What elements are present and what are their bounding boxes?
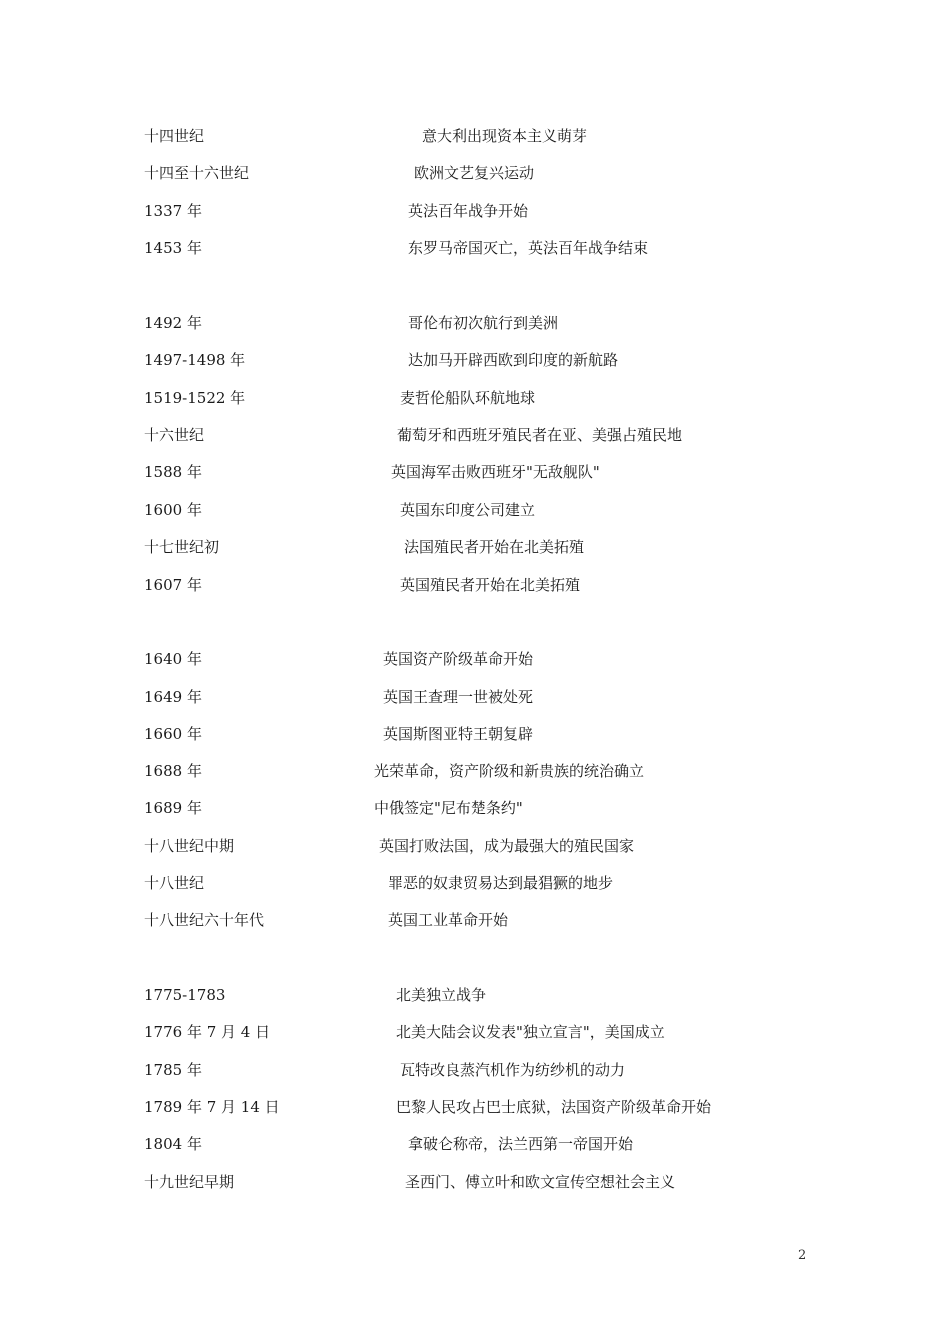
- entry-event: 达加马开辟西欧到印度的新航路: [408, 351, 619, 369]
- entry-event: 光荣革命，资产阶级和新贵族的统治确立: [374, 762, 645, 780]
- entry-event: 罪恶的奴隶贸易达到最猖獗的地步: [388, 874, 614, 892]
- entry-event: 英国资产阶级革命开始: [383, 650, 534, 668]
- timeline-entry: [0, 984, 950, 1006]
- entry-event: 北美大陆会议发表"独立宣言"，美国成立: [396, 1023, 665, 1041]
- entry-event: 北美独立战争: [396, 986, 487, 1004]
- timeline-entry: [0, 237, 950, 259]
- entry-date: 1649 年: [144, 688, 202, 706]
- entry-date: 十八世纪: [144, 874, 205, 892]
- entry-event: 欧洲文艺复兴运动: [414, 164, 535, 182]
- entry-event: 法国殖民者开始在北美拓殖: [404, 538, 585, 556]
- entry-event: 拿破仑称帝，法兰西第一帝国开始: [408, 1135, 634, 1153]
- entry-date: 1776 年 7 月 4 日: [144, 1023, 271, 1041]
- timeline-entry: [0, 387, 950, 409]
- entry-event: 东罗马帝国灭亡，英法百年战争结束: [408, 239, 649, 257]
- entry-event: 瓦特改良蒸汽机作为纺纱机的动力: [400, 1061, 626, 1079]
- entry-event: 英国王查理一世被处死: [383, 688, 534, 706]
- timeline-entry: [0, 686, 950, 708]
- entry-date: 1688 年: [144, 762, 202, 780]
- entry-event: 英国海军击败西班牙"无敌舰队": [391, 463, 600, 481]
- timeline-entry: [0, 1096, 950, 1118]
- entry-date: 十八世纪六十年代: [144, 911, 265, 929]
- timeline-entry: [0, 162, 950, 184]
- entry-date: 1804 年: [144, 1135, 202, 1153]
- entry-event: 英国工业革命开始: [388, 911, 509, 929]
- timeline-entry: [0, 1171, 950, 1193]
- entry-event: 圣西门、傅立叶和欧文宣传空想社会主义: [405, 1173, 676, 1191]
- entry-date: 十四至十六世纪: [144, 164, 250, 182]
- entry-date: 1789 年 7 月 14 日: [144, 1098, 280, 1116]
- timeline-entry: [0, 797, 950, 819]
- timeline-entry: [0, 872, 950, 894]
- page-number: 2: [798, 1248, 807, 1263]
- entry-date: 1588 年: [144, 463, 202, 481]
- timeline-entry: [0, 909, 950, 931]
- timeline-entry: [0, 349, 950, 371]
- entry-event: 哥伦布初次航行到美洲: [408, 314, 559, 332]
- entry-date: 1640 年: [144, 650, 202, 668]
- entry-event: 英国斯图亚特王朝复辟: [383, 725, 534, 743]
- entry-event: 英国打败法国，成为最强大的殖民国家: [379, 837, 635, 855]
- entry-date: 1337 年: [144, 202, 202, 220]
- entry-event: 中俄签定"尼布楚条约": [374, 799, 523, 817]
- entry-date: 1775-1783: [144, 986, 226, 1004]
- timeline-entry: [0, 499, 950, 521]
- entry-date: 1453 年: [144, 239, 202, 257]
- entry-event: 英国东印度公司建立: [400, 501, 536, 519]
- entry-date: 1600 年: [144, 501, 202, 519]
- entry-date: 1492 年: [144, 314, 202, 332]
- entry-event: 意大利出现资本主义萌芽: [422, 127, 588, 145]
- entry-date: 十九世纪早期: [144, 1173, 235, 1191]
- timeline-entry: [0, 1021, 950, 1043]
- entry-date: 1660 年: [144, 725, 202, 743]
- timeline-entry: [0, 200, 950, 222]
- entry-date: 1607 年: [144, 576, 202, 594]
- entry-date: 1497-1498 年: [144, 351, 246, 369]
- entry-event: 英国殖民者开始在北美拓殖: [400, 576, 581, 594]
- entry-date: 十四世纪: [144, 127, 205, 145]
- timeline-entry: [0, 760, 950, 782]
- timeline-entry: [0, 461, 950, 483]
- timeline-entry: [0, 424, 950, 446]
- timeline-entry: [0, 536, 950, 558]
- entry-date: 十七世纪初: [144, 538, 220, 556]
- entry-date: 1785 年: [144, 1061, 202, 1079]
- timeline-entry: [0, 1133, 950, 1155]
- entry-event: 麦哲伦船队环航地球: [400, 389, 536, 407]
- timeline-entry: [0, 1059, 950, 1081]
- entry-date: 1519-1522 年: [144, 389, 246, 407]
- entry-date: 十八世纪中期: [144, 837, 235, 855]
- timeline-entry: [0, 125, 950, 147]
- timeline-entry: [0, 835, 950, 857]
- timeline-entry: [0, 648, 950, 670]
- timeline-entry: [0, 312, 950, 334]
- entry-event: 葡萄牙和西班牙殖民者在亚、美强占殖民地: [397, 426, 683, 444]
- entry-event: 英法百年战争开始: [408, 202, 529, 220]
- entry-date: 十六世纪: [144, 426, 205, 444]
- entry-event: 巴黎人民攻占巴士底狱，法国资产阶级革命开始: [396, 1098, 712, 1116]
- timeline-entry: [0, 723, 950, 745]
- entry-date: 1689 年: [144, 799, 202, 817]
- timeline-entry: [0, 574, 950, 596]
